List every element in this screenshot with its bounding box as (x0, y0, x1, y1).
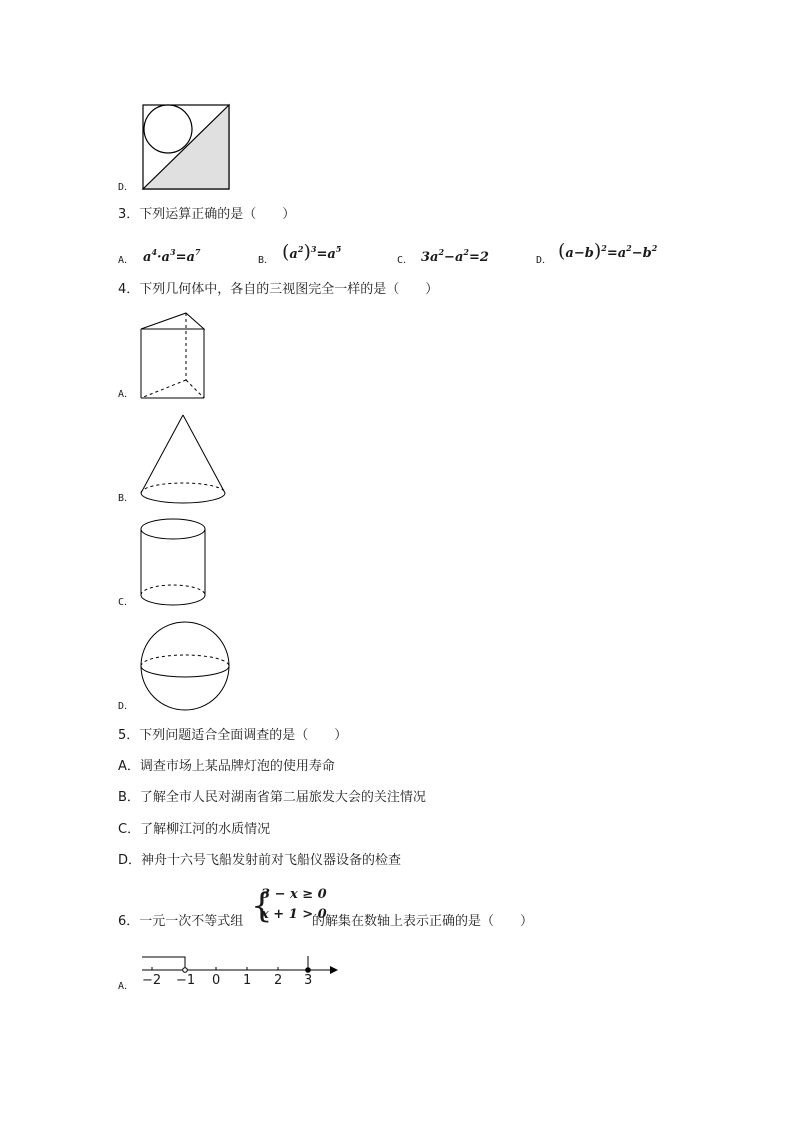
q3-stem: 3．下列运算正确的是（ ） (118, 207, 296, 222)
q5-stem: 5．下列问题适合全面调查的是（ ） (118, 728, 348, 743)
q3-option-a-expr: $a^4\cdot a^3=a^7$ (143, 247, 201, 265)
q3-option-b-label: B． (258, 255, 275, 266)
inequality-system-brace: { (251, 886, 273, 926)
axis-tick-label-3: 3 (304, 973, 313, 988)
q5-option-c: C．了解柳江河的水质情况 (118, 822, 271, 837)
q4-option-c-label: C． (118, 597, 135, 608)
q4-option-b-label: B． (118, 493, 135, 504)
q5-option-a: A．调查市场上某品牌灯泡的使用寿命 (118, 759, 335, 774)
q3-option-d-label: D． (536, 255, 553, 266)
triangular-prism-figure (140, 310, 210, 402)
square-circle-figure (142, 104, 232, 190)
axis-tick-label-2: 2 (274, 973, 283, 988)
axis-tick-label-1: 1 (243, 973, 252, 988)
q3-option-d-expr: $(a-b)^2=a^2-b^2$ (558, 240, 658, 262)
q3-option-a-label: A． (118, 255, 135, 266)
q4-stem: 4．下列几何体中，各自的三视图完全一样的是（ ） (118, 282, 439, 297)
q3-option-c-label: C． (397, 255, 414, 266)
q4-option-a-label: A． (118, 389, 135, 400)
q5-option-d: D．神舟十六号飞船发射前对飞船仪器设备的检查 (118, 853, 402, 868)
q3-option-c-expr: $3a^2-a^2=2$ (421, 247, 489, 265)
inequality-line-1: 3 − x ≥ 0 (261, 887, 327, 902)
axis-tick-label-neg2: −2 (142, 973, 162, 988)
q6-stem-suffix: 的解集在数轴上表示正确的是（ ） (312, 914, 534, 929)
q2-option-d-label: D． (118, 182, 135, 193)
cone-figure (140, 414, 230, 506)
axis-tick-label-neg1: −1 (176, 973, 196, 988)
cylinder-figure (140, 518, 208, 608)
q3-option-b-expr: $(a^2)^3=a^5$ (282, 241, 342, 263)
q6-option-a-label: A． (118, 981, 135, 992)
q5-option-b: B．了解全市人民对湖南省第二届旅发大会的关注情况 (118, 790, 426, 805)
q4-option-d-label: D． (118, 701, 135, 712)
sphere-figure (140, 622, 232, 712)
axis-tick-label-0: 0 (212, 973, 221, 988)
inequality-line-2: x + 1 > 0 (261, 907, 327, 922)
q6-stem-prefix: 6．一元一次不等式组 (118, 914, 244, 929)
